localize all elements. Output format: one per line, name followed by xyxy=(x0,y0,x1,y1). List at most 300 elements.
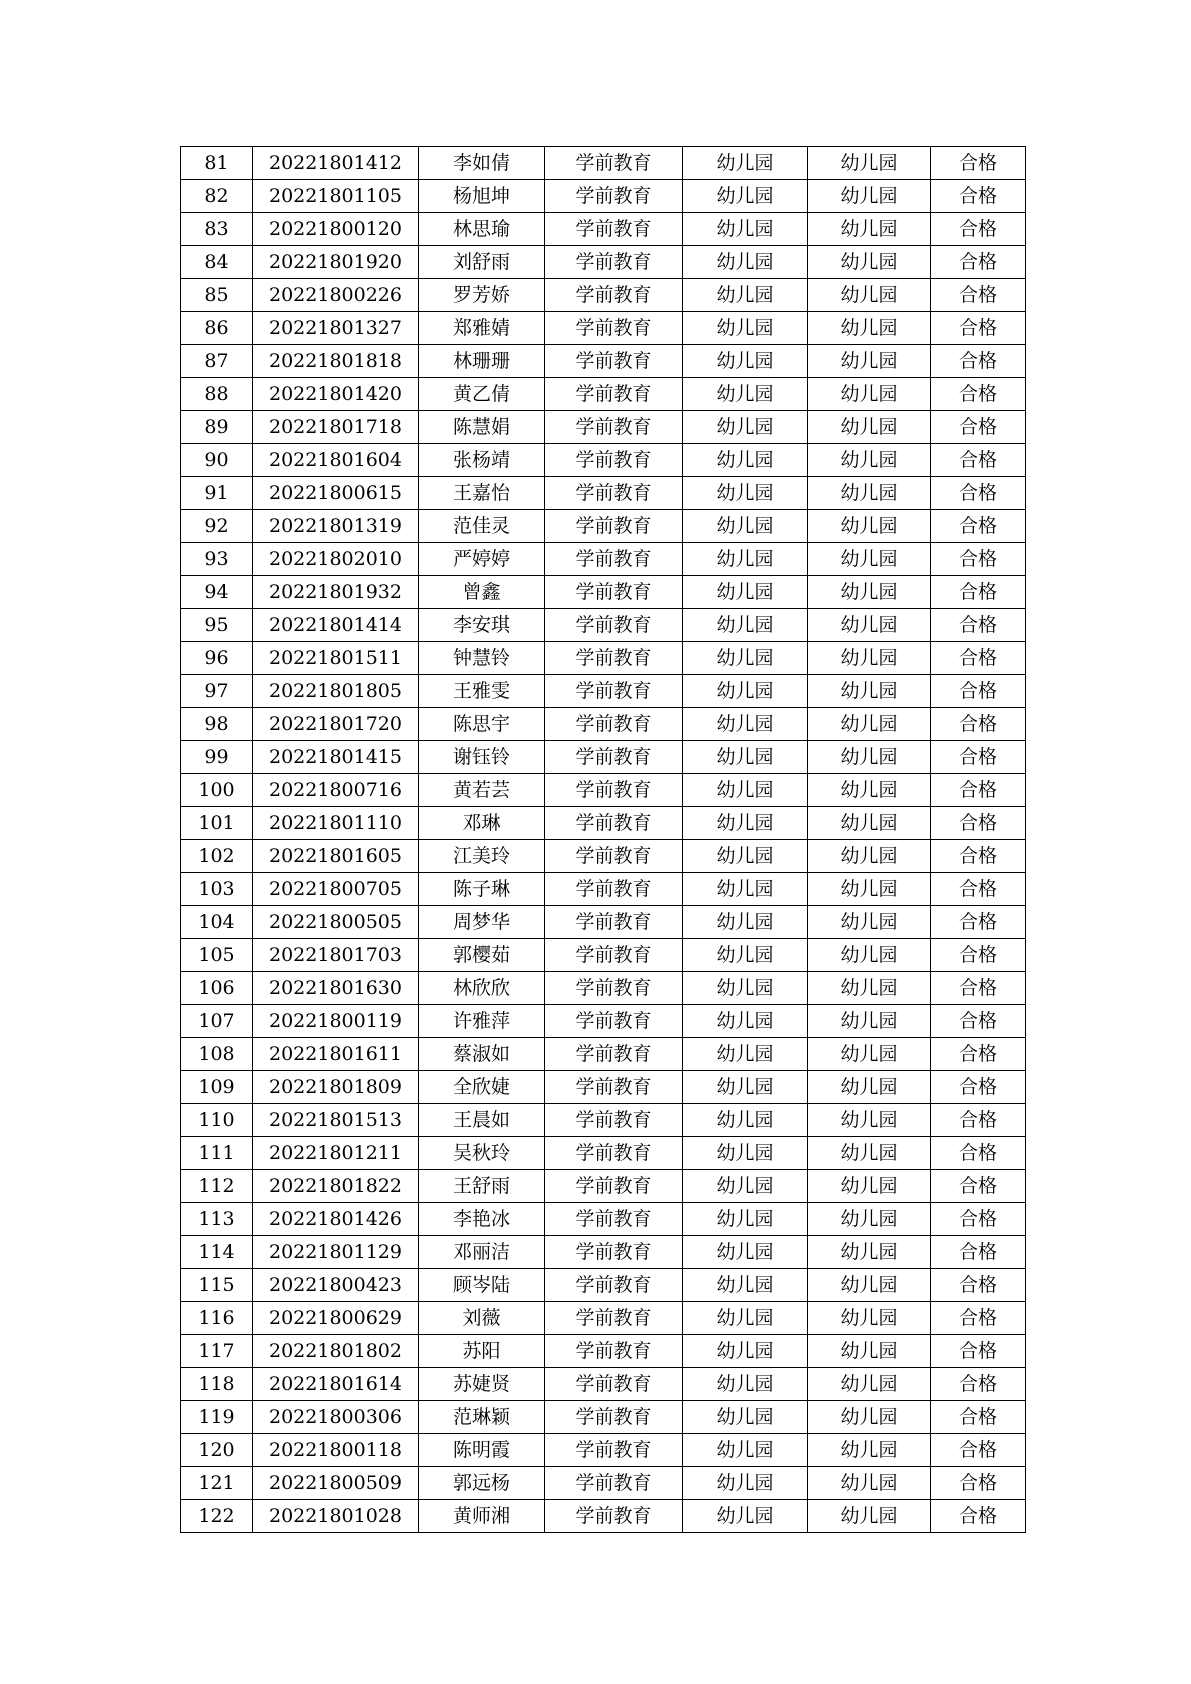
cell-seq: 103 xyxy=(181,873,253,906)
cell-post: 幼儿园 xyxy=(808,642,931,675)
cell-result: 合格 xyxy=(931,147,1026,180)
cell-major: 学前教育 xyxy=(545,510,683,543)
cell-seq: 121 xyxy=(181,1467,253,1500)
cell-seq: 93 xyxy=(181,543,253,576)
cell-unit: 幼儿园 xyxy=(683,378,808,411)
cell-result: 合格 xyxy=(931,840,1026,873)
cell-seq: 119 xyxy=(181,1401,253,1434)
cell-exam-id: 20221801415 xyxy=(253,741,419,774)
table-row xyxy=(181,1137,1026,1170)
cell-major: 学前教育 xyxy=(545,1500,683,1533)
cell-seq: 113 xyxy=(181,1203,253,1236)
cell-post: 幼儿园 xyxy=(808,807,931,840)
cell-result: 合格 xyxy=(931,1236,1026,1269)
cell-post: 幼儿园 xyxy=(808,1038,931,1071)
cell-unit: 幼儿园 xyxy=(683,246,808,279)
cell-major: 学前教育 xyxy=(545,147,683,180)
cell-post: 幼儿园 xyxy=(808,345,931,378)
cell-result: 合格 xyxy=(931,576,1026,609)
cell-major: 学前教育 xyxy=(545,807,683,840)
cell-exam-id: 20221801414 xyxy=(253,609,419,642)
cell-name: 苏阳 xyxy=(419,1335,545,1368)
cell-name: 曾鑫 xyxy=(419,576,545,609)
cell-seq: 91 xyxy=(181,477,253,510)
table-row xyxy=(181,1500,1026,1533)
cell-post: 幼儿园 xyxy=(808,675,931,708)
cell-exam-id: 20221801611 xyxy=(253,1038,419,1071)
cell-post: 幼儿园 xyxy=(808,279,931,312)
table-row xyxy=(181,1038,1026,1071)
cell-post: 幼儿园 xyxy=(808,1467,931,1500)
cell-seq: 90 xyxy=(181,444,253,477)
cell-name: 许雅萍 xyxy=(419,1005,545,1038)
cell-name: 刘舒雨 xyxy=(419,246,545,279)
cell-result: 合格 xyxy=(931,708,1026,741)
cell-unit: 幼儿园 xyxy=(683,609,808,642)
cell-result: 合格 xyxy=(931,774,1026,807)
cell-major: 学前教育 xyxy=(545,873,683,906)
cell-result: 合格 xyxy=(931,1038,1026,1071)
cell-exam-id: 20221801818 xyxy=(253,345,419,378)
cell-post: 幼儿园 xyxy=(808,477,931,510)
cell-name: 陈慧娟 xyxy=(419,411,545,444)
cell-major: 学前教育 xyxy=(545,1302,683,1335)
cell-unit: 幼儿园 xyxy=(683,345,808,378)
cell-name: 黄师湘 xyxy=(419,1500,545,1533)
cell-seq: 98 xyxy=(181,708,253,741)
cell-post: 幼儿园 xyxy=(808,246,931,279)
cell-name: 范佳灵 xyxy=(419,510,545,543)
table-row xyxy=(181,1170,1026,1203)
cell-unit: 幼儿园 xyxy=(683,1368,808,1401)
cell-major: 学前教育 xyxy=(545,246,683,279)
cell-exam-id: 20221801630 xyxy=(253,972,419,1005)
cell-name: 李艳冰 xyxy=(419,1203,545,1236)
cell-major: 学前教育 xyxy=(545,939,683,972)
cell-exam-id: 20221801920 xyxy=(253,246,419,279)
cell-result: 合格 xyxy=(931,510,1026,543)
cell-seq: 114 xyxy=(181,1236,253,1269)
cell-exam-id: 20221800306 xyxy=(253,1401,419,1434)
cell-unit: 幼儿园 xyxy=(683,1038,808,1071)
cell-name: 郭远杨 xyxy=(419,1467,545,1500)
cell-unit: 幼儿园 xyxy=(683,1104,808,1137)
cell-exam-id: 20221800509 xyxy=(253,1467,419,1500)
cell-exam-id: 20221801718 xyxy=(253,411,419,444)
cell-result: 合格 xyxy=(931,1005,1026,1038)
cell-unit: 幼儿园 xyxy=(683,840,808,873)
table-row xyxy=(181,345,1026,378)
cell-name: 顾岑陆 xyxy=(419,1269,545,1302)
cell-unit: 幼儿园 xyxy=(683,807,808,840)
cell-seq: 120 xyxy=(181,1434,253,1467)
cell-seq: 83 xyxy=(181,213,253,246)
cell-seq: 107 xyxy=(181,1005,253,1038)
table-row xyxy=(181,774,1026,807)
table-row xyxy=(181,411,1026,444)
table-row xyxy=(181,576,1026,609)
table-row xyxy=(181,1269,1026,1302)
cell-major: 学前教育 xyxy=(545,1236,683,1269)
cell-post: 幼儿园 xyxy=(808,411,931,444)
cell-exam-id: 20221801513 xyxy=(253,1104,419,1137)
cell-unit: 幼儿园 xyxy=(683,708,808,741)
cell-result: 合格 xyxy=(931,345,1026,378)
cell-major: 学前教育 xyxy=(545,279,683,312)
table-row xyxy=(181,147,1026,180)
cell-post: 幼儿园 xyxy=(808,147,931,180)
table-row xyxy=(181,840,1026,873)
cell-post: 幼儿园 xyxy=(808,444,931,477)
cell-post: 幼儿园 xyxy=(808,312,931,345)
cell-major: 学前教育 xyxy=(545,840,683,873)
cell-name: 苏婕贤 xyxy=(419,1368,545,1401)
cell-name: 林欣欣 xyxy=(419,972,545,1005)
cell-seq: 104 xyxy=(181,906,253,939)
cell-post: 幼儿园 xyxy=(808,906,931,939)
cell-seq: 115 xyxy=(181,1269,253,1302)
cell-exam-id: 20221802010 xyxy=(253,543,419,576)
cell-name: 陈子琳 xyxy=(419,873,545,906)
cell-exam-id: 20221800226 xyxy=(253,279,419,312)
cell-post: 幼儿园 xyxy=(808,972,931,1005)
cell-seq: 94 xyxy=(181,576,253,609)
cell-name: 张杨靖 xyxy=(419,444,545,477)
table-row xyxy=(181,444,1026,477)
cell-result: 合格 xyxy=(931,906,1026,939)
cell-unit: 幼儿园 xyxy=(683,972,808,1005)
table-row xyxy=(181,1335,1026,1368)
cell-post: 幼儿园 xyxy=(808,1269,931,1302)
cell-unit: 幼儿园 xyxy=(683,1203,808,1236)
cell-result: 合格 xyxy=(931,180,1026,213)
cell-post: 幼儿园 xyxy=(808,510,931,543)
cell-seq: 101 xyxy=(181,807,253,840)
cell-unit: 幼儿园 xyxy=(683,675,808,708)
cell-major: 学前教育 xyxy=(545,609,683,642)
cell-exam-id: 20221801604 xyxy=(253,444,419,477)
cell-exam-id: 20221801809 xyxy=(253,1071,419,1104)
cell-seq: 81 xyxy=(181,147,253,180)
cell-major: 学前教育 xyxy=(545,1104,683,1137)
cell-exam-id: 20221801110 xyxy=(253,807,419,840)
cell-seq: 109 xyxy=(181,1071,253,1104)
cell-major: 学前教育 xyxy=(545,477,683,510)
table-row xyxy=(181,906,1026,939)
cell-seq: 86 xyxy=(181,312,253,345)
cell-unit: 幼儿园 xyxy=(683,543,808,576)
cell-exam-id: 20221800120 xyxy=(253,213,419,246)
cell-major: 学前教育 xyxy=(545,741,683,774)
cell-name: 吴秋玲 xyxy=(419,1137,545,1170)
cell-name: 林思瑜 xyxy=(419,213,545,246)
table-row xyxy=(181,180,1026,213)
cell-unit: 幼儿园 xyxy=(683,444,808,477)
cell-post: 幼儿园 xyxy=(808,1071,931,1104)
cell-result: 合格 xyxy=(931,1071,1026,1104)
cell-name: 陈思宇 xyxy=(419,708,545,741)
cell-major: 学前教育 xyxy=(545,378,683,411)
cell-result: 合格 xyxy=(931,1269,1026,1302)
table-row xyxy=(181,543,1026,576)
cell-unit: 幼儿园 xyxy=(683,1434,808,1467)
cell-unit: 幼儿园 xyxy=(683,147,808,180)
cell-unit: 幼儿园 xyxy=(683,1137,808,1170)
cell-name: 杨旭坤 xyxy=(419,180,545,213)
table-row xyxy=(181,213,1026,246)
cell-major: 学前教育 xyxy=(545,444,683,477)
table-row xyxy=(181,1104,1026,1137)
cell-post: 幼儿园 xyxy=(808,1005,931,1038)
cell-exam-id: 20221801412 xyxy=(253,147,419,180)
cell-unit: 幼儿园 xyxy=(683,1302,808,1335)
cell-name: 陈明霞 xyxy=(419,1434,545,1467)
cell-major: 学前教育 xyxy=(545,345,683,378)
cell-exam-id: 20221800629 xyxy=(253,1302,419,1335)
cell-unit: 幼儿园 xyxy=(683,1335,808,1368)
cell-exam-id: 20221801129 xyxy=(253,1236,419,1269)
table-row xyxy=(181,1302,1026,1335)
cell-post: 幼儿园 xyxy=(808,180,931,213)
cell-exam-id: 20221801420 xyxy=(253,378,419,411)
cell-exam-id: 20221801105 xyxy=(253,180,419,213)
cell-result: 合格 xyxy=(931,378,1026,411)
cell-result: 合格 xyxy=(931,312,1026,345)
cell-unit: 幼儿园 xyxy=(683,180,808,213)
table-row xyxy=(181,1368,1026,1401)
cell-result: 合格 xyxy=(931,213,1026,246)
roster-table xyxy=(180,146,1026,1533)
cell-post: 幼儿园 xyxy=(808,1401,931,1434)
cell-seq: 116 xyxy=(181,1302,253,1335)
cell-major: 学前教育 xyxy=(545,1368,683,1401)
cell-exam-id: 20221801211 xyxy=(253,1137,419,1170)
cell-result: 合格 xyxy=(931,1203,1026,1236)
cell-name: 王嘉怡 xyxy=(419,477,545,510)
cell-seq: 89 xyxy=(181,411,253,444)
table-row xyxy=(181,1401,1026,1434)
cell-post: 幼儿园 xyxy=(808,1203,931,1236)
cell-post: 幼儿园 xyxy=(808,939,931,972)
cell-unit: 幼儿园 xyxy=(683,213,808,246)
table-row xyxy=(181,378,1026,411)
cell-post: 幼儿园 xyxy=(808,1500,931,1533)
cell-major: 学前教育 xyxy=(545,312,683,345)
cell-name: 王雅雯 xyxy=(419,675,545,708)
cell-exam-id: 20221801805 xyxy=(253,675,419,708)
cell-post: 幼儿园 xyxy=(808,1104,931,1137)
cell-major: 学前教育 xyxy=(545,1038,683,1071)
cell-post: 幼儿园 xyxy=(808,873,931,906)
cell-name: 李安琪 xyxy=(419,609,545,642)
table-row xyxy=(181,510,1026,543)
cell-unit: 幼儿园 xyxy=(683,774,808,807)
cell-result: 合格 xyxy=(931,972,1026,1005)
cell-exam-id: 20221800615 xyxy=(253,477,419,510)
cell-exam-id: 20221801605 xyxy=(253,840,419,873)
cell-major: 学前教育 xyxy=(545,774,683,807)
cell-major: 学前教育 xyxy=(545,1401,683,1434)
table-row xyxy=(181,873,1026,906)
cell-name: 谢钰铃 xyxy=(419,741,545,774)
cell-major: 学前教育 xyxy=(545,675,683,708)
cell-unit: 幼儿园 xyxy=(683,576,808,609)
cell-name: 蔡淑如 xyxy=(419,1038,545,1071)
table-row xyxy=(181,1071,1026,1104)
cell-seq: 88 xyxy=(181,378,253,411)
table-row xyxy=(181,477,1026,510)
cell-unit: 幼儿园 xyxy=(683,1236,808,1269)
cell-post: 幼儿园 xyxy=(808,708,931,741)
cell-result: 合格 xyxy=(931,279,1026,312)
cell-post: 幼儿园 xyxy=(808,1170,931,1203)
table-row xyxy=(181,1434,1026,1467)
cell-name: 刘薇 xyxy=(419,1302,545,1335)
cell-major: 学前教育 xyxy=(545,708,683,741)
cell-name: 郭樱茹 xyxy=(419,939,545,972)
cell-unit: 幼儿园 xyxy=(683,1401,808,1434)
cell-exam-id: 20221800705 xyxy=(253,873,419,906)
cell-result: 合格 xyxy=(931,1104,1026,1137)
cell-exam-id: 20221801028 xyxy=(253,1500,419,1533)
cell-result: 合格 xyxy=(931,1335,1026,1368)
cell-seq: 100 xyxy=(181,774,253,807)
cell-result: 合格 xyxy=(931,1500,1026,1533)
cell-seq: 92 xyxy=(181,510,253,543)
cell-post: 幼儿园 xyxy=(808,741,931,774)
cell-name: 黄若芸 xyxy=(419,774,545,807)
table-row xyxy=(181,246,1026,279)
cell-post: 幼儿园 xyxy=(808,378,931,411)
cell-major: 学前教育 xyxy=(545,906,683,939)
cell-major: 学前教育 xyxy=(545,1335,683,1368)
cell-exam-id: 20221800423 xyxy=(253,1269,419,1302)
cell-unit: 幼儿园 xyxy=(683,1500,808,1533)
cell-name: 王舒雨 xyxy=(419,1170,545,1203)
cell-name: 黄乙倩 xyxy=(419,378,545,411)
cell-result: 合格 xyxy=(931,543,1026,576)
cell-exam-id: 20221801802 xyxy=(253,1335,419,1368)
cell-seq: 110 xyxy=(181,1104,253,1137)
cell-exam-id: 20221800119 xyxy=(253,1005,419,1038)
cell-major: 学前教育 xyxy=(545,1170,683,1203)
cell-major: 学前教育 xyxy=(545,1071,683,1104)
cell-name: 全欣婕 xyxy=(419,1071,545,1104)
cell-result: 合格 xyxy=(931,1368,1026,1401)
cell-result: 合格 xyxy=(931,642,1026,675)
cell-seq: 82 xyxy=(181,180,253,213)
cell-result: 合格 xyxy=(931,1467,1026,1500)
cell-unit: 幼儿园 xyxy=(683,510,808,543)
cell-unit: 幼儿园 xyxy=(683,312,808,345)
cell-result: 合格 xyxy=(931,939,1026,972)
cell-seq: 84 xyxy=(181,246,253,279)
table-row xyxy=(181,1203,1026,1236)
cell-exam-id: 20221801932 xyxy=(253,576,419,609)
cell-seq: 95 xyxy=(181,609,253,642)
cell-major: 学前教育 xyxy=(545,411,683,444)
cell-result: 合格 xyxy=(931,1137,1026,1170)
cell-unit: 幼儿园 xyxy=(683,873,808,906)
table-row xyxy=(181,807,1026,840)
cell-post: 幼儿园 xyxy=(808,1137,931,1170)
cell-seq: 108 xyxy=(181,1038,253,1071)
cell-name: 王晨如 xyxy=(419,1104,545,1137)
cell-post: 幼儿园 xyxy=(808,1302,931,1335)
cell-exam-id: 20221801426 xyxy=(253,1203,419,1236)
cell-post: 幼儿园 xyxy=(808,543,931,576)
cell-post: 幼儿园 xyxy=(808,1236,931,1269)
cell-major: 学前教育 xyxy=(545,1203,683,1236)
cell-name: 李如倩 xyxy=(419,147,545,180)
cell-unit: 幼儿园 xyxy=(683,1071,808,1104)
cell-result: 合格 xyxy=(931,807,1026,840)
table-row xyxy=(181,642,1026,675)
cell-major: 学前教育 xyxy=(545,1434,683,1467)
cell-seq: 99 xyxy=(181,741,253,774)
cell-seq: 117 xyxy=(181,1335,253,1368)
table-row xyxy=(181,1467,1026,1500)
cell-seq: 105 xyxy=(181,939,253,972)
cell-result: 合格 xyxy=(931,246,1026,279)
cell-post: 幼儿园 xyxy=(808,213,931,246)
cell-major: 学前教育 xyxy=(545,1137,683,1170)
cell-major: 学前教育 xyxy=(545,576,683,609)
cell-name: 范琳颖 xyxy=(419,1401,545,1434)
cell-seq: 122 xyxy=(181,1500,253,1533)
table-row xyxy=(181,312,1026,345)
cell-post: 幼儿园 xyxy=(808,774,931,807)
cell-unit: 幼儿园 xyxy=(683,642,808,675)
cell-unit: 幼儿园 xyxy=(683,1170,808,1203)
cell-post: 幼儿园 xyxy=(808,1434,931,1467)
cell-unit: 幼儿园 xyxy=(683,1005,808,1038)
cell-unit: 幼儿园 xyxy=(683,939,808,972)
cell-post: 幼儿园 xyxy=(808,1335,931,1368)
cell-result: 合格 xyxy=(931,1170,1026,1203)
cell-result: 合格 xyxy=(931,873,1026,906)
cell-exam-id: 20221801720 xyxy=(253,708,419,741)
table-row xyxy=(181,741,1026,774)
table-row xyxy=(181,675,1026,708)
cell-result: 合格 xyxy=(931,477,1026,510)
cell-seq: 106 xyxy=(181,972,253,1005)
cell-exam-id: 20221801822 xyxy=(253,1170,419,1203)
cell-name: 郑雅婧 xyxy=(419,312,545,345)
cell-post: 幼儿园 xyxy=(808,576,931,609)
cell-exam-id: 20221801511 xyxy=(253,642,419,675)
cell-seq: 87 xyxy=(181,345,253,378)
cell-result: 合格 xyxy=(931,675,1026,708)
cell-exam-id: 20221800118 xyxy=(253,1434,419,1467)
cell-major: 学前教育 xyxy=(545,543,683,576)
cell-result: 合格 xyxy=(931,444,1026,477)
cell-result: 合格 xyxy=(931,609,1026,642)
cell-exam-id: 20221801703 xyxy=(253,939,419,972)
cell-seq: 102 xyxy=(181,840,253,873)
cell-major: 学前教育 xyxy=(545,1467,683,1500)
cell-exam-id: 20221801614 xyxy=(253,1368,419,1401)
cell-name: 江美玲 xyxy=(419,840,545,873)
cell-major: 学前教育 xyxy=(545,642,683,675)
table-row xyxy=(181,708,1026,741)
cell-major: 学前教育 xyxy=(545,1005,683,1038)
cell-exam-id: 20221800505 xyxy=(253,906,419,939)
cell-major: 学前教育 xyxy=(545,213,683,246)
cell-major: 学前教育 xyxy=(545,972,683,1005)
cell-exam-id: 20221800716 xyxy=(253,774,419,807)
cell-name: 邓丽洁 xyxy=(419,1236,545,1269)
